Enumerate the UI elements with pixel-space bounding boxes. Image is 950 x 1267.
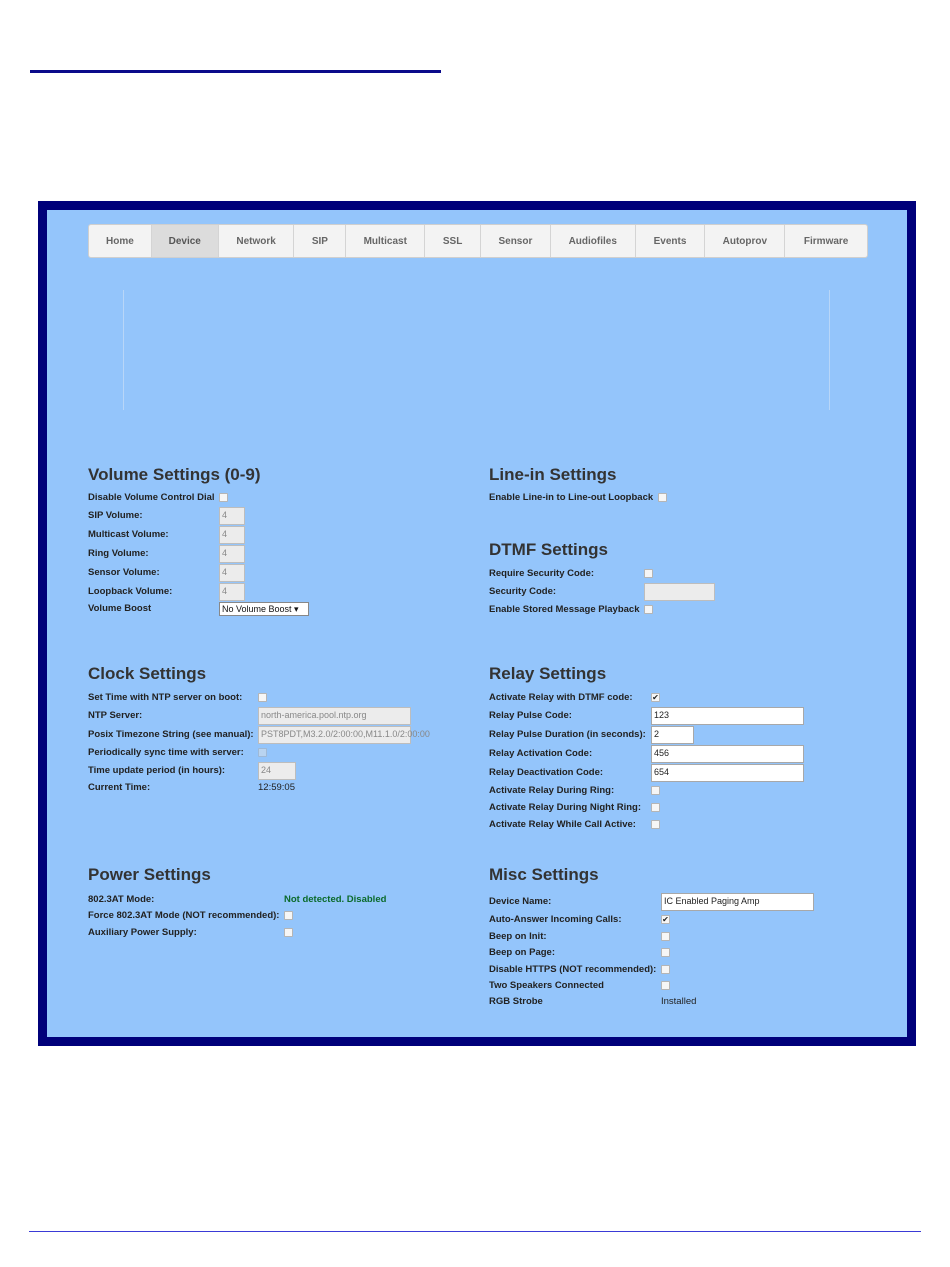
auto-answer-label: Auto-Answer Incoming Calls: [489, 914, 622, 925]
tab-sensor[interactable]: Sensor [481, 225, 551, 257]
force-poe-checkbox[interactable] [284, 911, 293, 920]
banner-left-edge [123, 290, 124, 410]
auto-answer-checkbox[interactable]: ✔ [662, 915, 669, 924]
tab-autoprov[interactable]: Autoprov [705, 225, 785, 257]
activation-code-input[interactable]: 456 [651, 745, 804, 763]
misc-section [489, 864, 879, 1014]
two-speakers-checkbox[interactable] [661, 981, 670, 990]
page-frame [38, 201, 916, 1046]
aux-power-label: Auxiliary Power Supply: [88, 927, 197, 938]
night-ring-checkbox[interactable] [651, 803, 660, 812]
disable-dial-label: Disable Volume Control Dial [88, 492, 215, 503]
pulse-code-input[interactable]: 123 [651, 707, 804, 725]
beep-init-checkbox[interactable] [661, 932, 670, 941]
misc-title: Misc Settings [489, 865, 599, 884]
force-poe-label: Force 802.3AT Mode (NOT recommended): [88, 910, 280, 921]
current-time-value: 12:59:05 [258, 782, 295, 793]
disable-dial-checkbox[interactable] [219, 493, 228, 502]
require-code-checkbox[interactable] [644, 569, 653, 578]
relay-dtmf-checkbox[interactable]: ✔ [652, 693, 659, 702]
relay-title: Relay Settings [489, 664, 607, 683]
beep-init-label: Beep on Init: [489, 931, 547, 942]
pulse-duration-input[interactable]: 2 [651, 726, 694, 744]
pulse-code-label: Relay Pulse Code: [489, 710, 572, 721]
linein-loopback-checkbox[interactable] [658, 493, 667, 502]
tab-ssl[interactable]: SSL [425, 225, 481, 257]
current-time-label: Current Time: [88, 782, 151, 793]
update-period-label: Time update period (in hours): [88, 765, 226, 776]
sip-volume-input[interactable]: 4 [219, 507, 245, 525]
volume-section [88, 464, 468, 624]
disable-https-label: Disable HTTPS (NOT recommended): [489, 964, 657, 975]
ring-volume-input[interactable]: 4 [219, 545, 245, 563]
dtmf-section [489, 539, 879, 629]
content-panel [47, 210, 907, 1037]
poe-mode-label: 802.3AT Mode: [88, 894, 155, 905]
beep-page-label: Beep on Page: [489, 947, 555, 958]
two-speakers-label: Two Speakers Connected [489, 980, 604, 991]
tab-network[interactable]: Network [219, 225, 295, 257]
call-active-checkbox[interactable] [651, 820, 660, 829]
update-period-input[interactable]: 24 [258, 762, 296, 780]
linein-loopback-label: Enable Line-in to Line-out Loopback [489, 492, 654, 503]
tab-events[interactable]: Events [636, 225, 706, 257]
posix-label: Posix Timezone String (see manual): [88, 729, 254, 740]
volume-boost-select[interactable]: No Volume Boost ▾ [219, 602, 309, 616]
night-ring-label: Activate Relay During Night Ring: [489, 802, 642, 813]
stored-message-label: Enable Stored Message Playback [489, 604, 640, 615]
volume-title: Volume Settings (0-9) [88, 465, 261, 484]
volume-boost-label: Volume Boost [88, 603, 152, 614]
loopback-volume-input[interactable]: 4 [219, 583, 245, 601]
activation-code-label: Relay Activation Code: [489, 748, 593, 759]
banner-right-edge [829, 290, 830, 410]
deactivation-code-input[interactable]: 654 [651, 764, 804, 782]
deactivation-code-label: Relay Deactivation Code: [489, 767, 604, 778]
pulse-duration-label: Relay Pulse Duration (in seconds): [489, 729, 646, 740]
linein-section [489, 464, 879, 514]
tab-audiofiles[interactable]: Audiofiles [551, 225, 636, 257]
loopback-volume-label: Loopback Volume: [88, 586, 173, 597]
relay-section [489, 663, 879, 833]
stored-message-checkbox[interactable] [644, 605, 653, 614]
aux-power-checkbox[interactable] [284, 928, 293, 937]
sip-volume-label: SIP Volume: [88, 510, 143, 521]
multicast-volume-input[interactable]: 4 [219, 526, 245, 544]
require-code-label: Require Security Code: [489, 568, 595, 579]
security-code-label: Security Code: [489, 586, 557, 597]
ntp-boot-label: Set Time with NTP server on boot: [88, 692, 243, 703]
security-code-input[interactable] [644, 583, 715, 601]
clock-title: Clock Settings [88, 664, 207, 683]
clock-section [88, 663, 468, 803]
multicast-volume-label: Multicast Volume: [88, 529, 169, 540]
sensor-volume-label: Sensor Volume: [88, 567, 160, 578]
ntp-server-label: NTP Server: [88, 710, 143, 721]
disable-https-checkbox[interactable] [661, 965, 670, 974]
power-section [88, 864, 468, 954]
tab-device[interactable]: Device [152, 225, 219, 257]
rgb-strobe-value: Installed [661, 996, 697, 1007]
tab-sip[interactable]: SIP [294, 225, 346, 257]
ntp-boot-checkbox[interactable] [258, 693, 267, 702]
tab-firmware[interactable]: Firmware [803, 235, 849, 247]
call-active-label: Activate Relay While Call Active: [489, 819, 636, 830]
during-ring-checkbox[interactable] [651, 786, 660, 795]
ring-volume-label: Ring Volume: [88, 548, 149, 559]
power-title: Power Settings [88, 865, 211, 884]
linein-title: Line-in Settings [489, 465, 617, 484]
nav-bar [88, 224, 868, 258]
beep-page-checkbox[interactable] [661, 948, 670, 957]
relay-dtmf-label: Activate Relay with DTMF code: [489, 692, 633, 703]
bottom-rule [29, 1231, 921, 1232]
during-ring-label: Activate Relay During Ring: [489, 785, 615, 796]
dtmf-title: DTMF Settings [489, 540, 608, 559]
device-name-input[interactable]: IC Enabled Paging Amp [661, 893, 814, 911]
top-rule [30, 70, 441, 73]
tab-multicast[interactable]: Multicast [346, 225, 425, 257]
posix-input[interactable]: PST8PDT,M3.2.0/2:00:00,M11.1.0/2:00:00 [258, 726, 411, 744]
periodic-sync-label: Periodically sync time with server: [88, 747, 244, 758]
tab-home[interactable]: Home [89, 225, 152, 257]
rgb-strobe-label: RGB Strobe [489, 996, 543, 1007]
sensor-volume-input[interactable]: 4 [219, 564, 245, 582]
ntp-server-input[interactable]: north-america.pool.ntp.org [258, 707, 411, 725]
poe-mode-value: Not detected. Disabled [284, 894, 387, 905]
device-name-label: Device Name: [489, 896, 552, 907]
periodic-sync-checkbox[interactable] [258, 748, 267, 757]
